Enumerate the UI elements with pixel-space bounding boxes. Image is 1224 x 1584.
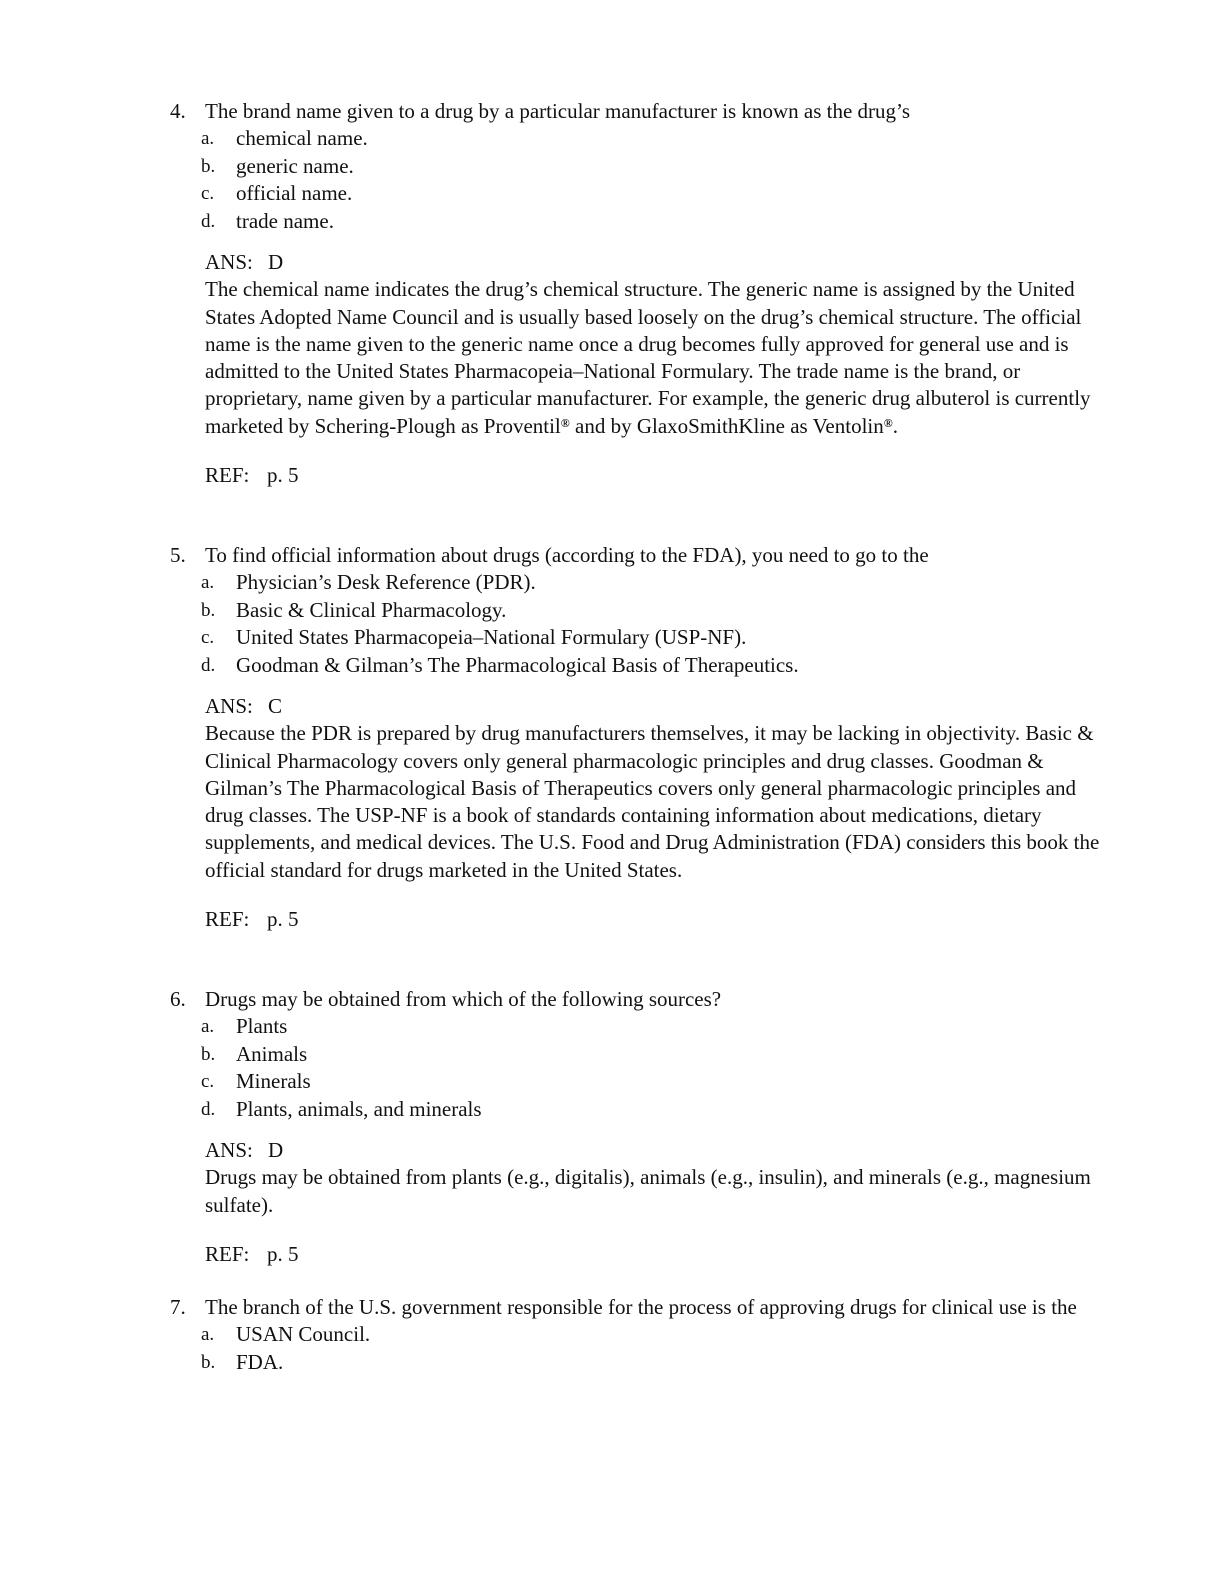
question-7 (170, 1294, 1110, 1376)
question-stem-row (170, 542, 1110, 569)
option-text: United States Pharmacopeia–National Formulary (USP-NF). (236, 625, 747, 649)
option-letter: b. (201, 599, 216, 621)
option-b (170, 597, 1110, 625)
answer-key: D (268, 1138, 284, 1162)
option-text: chemical name. (236, 126, 368, 150)
option-b (170, 153, 1110, 181)
rationale-part: The chemical name indicates the drug’s chemical structure. The generic name is assigned by the United States Adopted Name Council and is usually based loosely on the drug’s chemical structure. The official name is the name given to the generic name once a drug becomes fully approved for general use and is admitted to the United States Pharmacopeia–National Formulary. The trade name is the brand, or proprietary, name given by a particular manufacturer. For example, the generic drug albuterol is currently marketed by Schering-Plough as Proventil (205, 277, 1091, 438)
option-letter: c. (201, 1071, 215, 1092)
option-d (170, 208, 1110, 236)
option-d (170, 652, 1110, 680)
option-text: Plants, animals, and minerals (236, 1096, 482, 1121)
option-text: USAN Council. (236, 1322, 371, 1346)
option-a (170, 125, 1110, 153)
option-c (170, 180, 1110, 208)
rationale-part: . (892, 413, 898, 438)
rationale-part: and by GlaxoSmithKline as Ventolin (569, 413, 884, 438)
reference-label: REF: (205, 907, 250, 932)
reference-label: REF: (205, 463, 250, 488)
question-4 (170, 98, 1110, 489)
answer-key: C (268, 694, 283, 718)
question-5 (170, 542, 1110, 933)
option-letter: b. (201, 155, 216, 177)
option-a (170, 569, 1110, 597)
option-b (170, 1041, 1110, 1069)
question-6 (170, 986, 1110, 1268)
option-letter: d. (201, 1098, 216, 1120)
option-a (170, 1321, 1110, 1349)
option-text: Goodman & Gilman’s The Pharmacological Basis of Therapeutics. (236, 652, 799, 677)
option-c (170, 1068, 1110, 1096)
option-text: generic name. (236, 153, 354, 178)
answer-label: ANS: (205, 250, 253, 274)
option-letter: d. (201, 210, 216, 232)
answer-line (205, 693, 1110, 720)
option-letter: d. (201, 654, 216, 676)
reference-label: REF: (205, 1241, 250, 1266)
option-letter: c. (201, 183, 215, 204)
option-letter: a. (201, 1016, 215, 1037)
option-letter: b. (201, 1351, 216, 1373)
question-number: 5. (170, 543, 186, 567)
answer-line (205, 249, 1110, 276)
option-text: Basic & Clinical Pharmacology. (236, 597, 507, 622)
option-text: Animals (236, 1041, 308, 1066)
answer-block (170, 1137, 1110, 1268)
question-number: 6. (170, 987, 186, 1011)
option-text: trade name. (236, 208, 334, 233)
reference-page: p. 5 (267, 907, 299, 932)
answer-line (205, 1137, 1110, 1164)
answer-block (170, 249, 1110, 489)
option-text: FDA. (236, 1349, 284, 1374)
question-stem: The brand name given to a drug by a particular manufacturer is known as the drug’s (205, 99, 911, 123)
question-stem-row (170, 98, 1110, 125)
question-stem: The branch of the U.S. government responsible for the process of approving drugs for clinical use is the (205, 1295, 1077, 1319)
question-number: 4. (170, 99, 186, 123)
option-text: official name. (236, 181, 353, 205)
answer-options (170, 569, 1110, 679)
registered-mark: ® (883, 415, 893, 430)
answer-options (170, 125, 1110, 235)
question-stem: Drugs may be obtained from which of the following sources? (205, 987, 722, 1011)
option-text: Plants (236, 1014, 288, 1038)
option-letter: c. (201, 627, 215, 648)
answer-options (170, 1013, 1110, 1123)
reference-line (205, 906, 1110, 933)
rationale-text: Drugs may be obtained from plants (e.g., digitalis), animals (e.g., insulin), and minerals (e.g., magnesium sulfate). (205, 1165, 1091, 1217)
answer-label: ANS: (205, 694, 253, 718)
option-d (170, 1096, 1110, 1124)
question-stem-row (170, 1294, 1110, 1321)
option-text: Minerals (236, 1069, 311, 1093)
reference-line (205, 462, 1110, 489)
registered-mark: ® (560, 415, 570, 430)
reference-line (205, 1241, 1110, 1268)
rationale-text: Because the PDR is prepared by drug manufacturers themselves, it may be lacking in objectivity. Basic & Clinical Pharmacology covers only general pharmacologic principles and drug classes. Goodman & Gilman’s The Pharmacological Basis of Therapeutics covers only general pharmacologic principles and drug classes. The USP-NF is a book of standards containing information about medications, dietary supplements, and medical devices. The U.S. Food and Drug Administration (FDA) considers this book the official standard for drugs marketed in the United States. (205, 721, 1100, 882)
option-letter: a. (201, 128, 215, 149)
rationale-text (205, 276, 1105, 440)
option-letter: b. (201, 1043, 216, 1065)
answer-block (170, 693, 1110, 933)
question-number: 7. (170, 1295, 186, 1319)
reference-page: p. 5 (267, 1241, 299, 1266)
option-c (170, 624, 1110, 652)
option-b (170, 1349, 1110, 1377)
option-letter: a. (201, 572, 215, 593)
option-text: Physician’s Desk Reference (PDR). (236, 570, 536, 594)
question-stem-row (170, 986, 1110, 1013)
answer-label: ANS: (205, 1138, 253, 1162)
option-a (170, 1013, 1110, 1041)
question-stem: To find official information about drugs (according to the FDA), you need to go to the (205, 543, 929, 567)
option-letter: a. (201, 1324, 215, 1345)
reference-page: p. 5 (267, 463, 299, 488)
answer-key: D (268, 250, 284, 274)
answer-options (170, 1321, 1110, 1376)
